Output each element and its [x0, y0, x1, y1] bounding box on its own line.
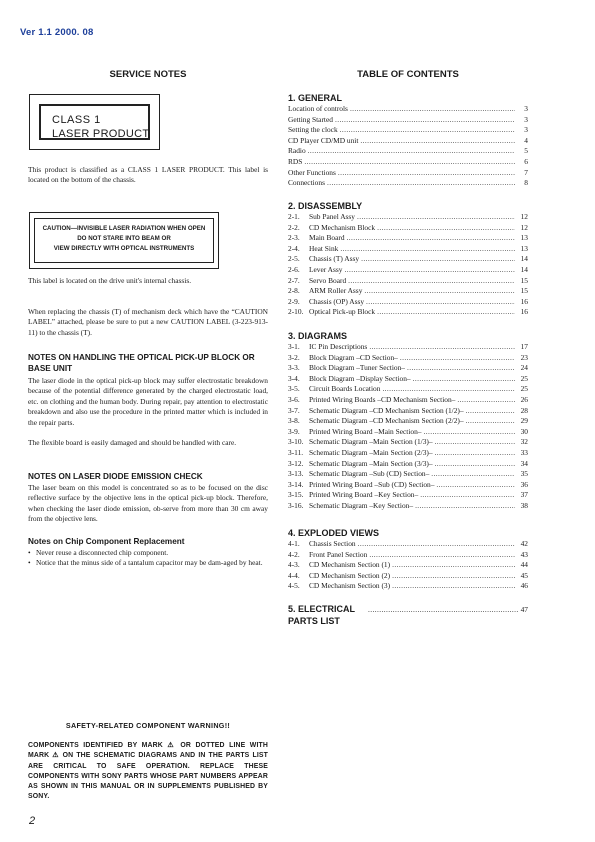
toc-page-number: 5 — [524, 146, 528, 156]
chip-bullet-text: Notice that the minus side of a tantalum capacitor may be dam-aged by heat. — [36, 558, 263, 568]
toc-page-number: 13 — [520, 233, 528, 243]
toc-page-number: 42 — [520, 539, 528, 548]
toc-entry[interactable] — [288, 307, 528, 318]
toc-entry-label: Chassis (T) Assy — [309, 254, 360, 264]
toc-entry[interactable] — [288, 480, 528, 491]
handling-text-1: The laser diode in the optical pick-up block may suffer electrostatic breakdown because of the potential difference generated by the charged electrostatic load, etc. on clothing and the human body. During repair, pay attention to electrostatic breakdown and also use the procedure in the printed matter which is included in the repair parts. — [28, 376, 268, 427]
toc-page-number: 14 — [520, 254, 528, 264]
toc-entry-label: Chassis (OP) Assy — [309, 296, 365, 306]
toc-entry-number: 2-4. — [288, 243, 300, 253]
toc-entry-number: 3-2. — [288, 352, 300, 362]
toc-entry-number: 3-12. — [288, 458, 304, 468]
toc-entry-number: 4-1. — [288, 539, 300, 548]
toc-page-number: 36 — [520, 479, 528, 489]
toc-leader-dots — [368, 604, 519, 616]
bullet-icon: • — [28, 548, 31, 557]
toc-entry-number: 3-13. — [288, 469, 304, 479]
toc-entry-label: Schematic Diagram –Main Section (1/3)– — [309, 437, 433, 447]
toc-leader-dots — [304, 157, 515, 168]
toc-section-disassembly — [288, 200, 528, 318]
toc-entry-number: 2-7. — [288, 275, 300, 285]
toc-page-number: 34 — [520, 458, 528, 468]
toc-entry-number: 3-14. — [288, 479, 304, 489]
toc-leader-dots — [327, 178, 515, 189]
toc-entry-number: 2-2. — [288, 222, 300, 232]
toc-entry[interactable] — [288, 157, 528, 168]
toc-leader-dots — [347, 233, 515, 244]
toc-section-title: 5. ELECTRICAL PARTS LIST — [288, 604, 355, 626]
toc-page-number: 25 — [520, 373, 528, 383]
replace-text: When replacing the chassis (T) of mechanism deck which have the “CAUTION LABEL” attached, please be sure to put a new CAUTION LABEL (3-223-913-11) to the chassis (T). — [28, 307, 268, 337]
toc-entry-label: Printed Wiring Board –Main Section– — [309, 426, 422, 436]
toc-parts-entry[interactable] — [288, 603, 528, 626]
toc-page-number: 43 — [520, 549, 528, 559]
toc-leader-dots — [392, 560, 515, 571]
toc-entry-label: Schematic Diagram –CD Mechanism Section (2/2)– — [309, 416, 464, 426]
toc-leader-dots — [413, 374, 515, 385]
toc-entry-number: 2-6. — [288, 264, 300, 274]
toc-entry[interactable] — [288, 276, 528, 287]
toc-entry-number: 3-9. — [288, 426, 300, 436]
toc-entry[interactable] — [288, 265, 528, 276]
toc-entry[interactable] — [288, 581, 528, 592]
toc-leader-dots — [358, 539, 515, 550]
toc-entry-label: Schematic Diagram –Main Section (3/3)– — [309, 458, 433, 468]
toc-page-number: 44 — [520, 560, 528, 570]
toc-entry-number: 3-10. — [288, 437, 304, 447]
caution-line1: CAUTION—INVISIBLE LASER RADIATION WHEN OPEN — [42, 225, 206, 232]
toc-entry[interactable] — [288, 395, 528, 406]
toc-page-number: 29 — [520, 416, 528, 426]
toc-leader-dots — [435, 448, 515, 459]
toc-page-number: 32 — [520, 437, 528, 447]
toc-entry-number: 3-3. — [288, 363, 300, 373]
toc-page-number: 16 — [520, 307, 528, 317]
toc-leader-dots — [377, 223, 515, 234]
safety-warning-text: COMPONENTS IDENTIFIED BY MARK ⚠ OR DOTTED LINE WITH MARK ⚠ ON THE SCHEMATIC DIAGRAMS AND IN THE PARTS LIST ARE CRITICAL TO SAFE OPERATION. REPLACE THESE COMPONENTS WITH SONY PARTS WHOSE PART NUMBERS APPEAR AS SHOWN IN THIS MANUAL OR IN SUPPLEMENTS PUBLISHED BY SONY. — [28, 742, 268, 801]
toc-page-number: 3 — [524, 125, 528, 135]
toc-entry-label: Block Diagram –Tuner Section– — [309, 363, 405, 373]
toc-leader-dots — [340, 244, 515, 255]
toc-entry-label: Main Board — [309, 233, 345, 243]
toc-leader-dots — [415, 501, 515, 512]
toc-entry[interactable] — [288, 427, 528, 438]
toc-entry-label: Schematic Diagram –CD Mechanism Section (1/2)– — [309, 405, 464, 415]
toc-entry[interactable] — [288, 437, 528, 448]
toc-entry-number: 3-5. — [288, 384, 300, 394]
toc-page-number: 15 — [520, 275, 528, 285]
toc-entry[interactable] — [288, 168, 528, 179]
toc-entry[interactable] — [288, 501, 528, 512]
toc-page-number: 12 — [520, 222, 528, 232]
toc-section-electrical-parts — [288, 603, 528, 626]
toc-entry[interactable] — [288, 342, 528, 353]
toc-page-number: 45 — [520, 570, 528, 580]
toc-page-number: 26 — [520, 394, 528, 404]
toc-entry-number: 4-5. — [288, 581, 300, 591]
toc-entry[interactable] — [288, 459, 528, 470]
toc-entry-label: Heat Sink — [309, 243, 339, 253]
toc-entry[interactable] — [288, 297, 528, 308]
toc-entry-label: CD Mechanism Block — [309, 222, 376, 232]
toc-entry-number: 4-2. — [288, 549, 300, 559]
toc-entry-label: Servo Board — [309, 275, 347, 285]
toc-entry[interactable] — [288, 115, 528, 126]
toc-page-number: 3 — [524, 114, 528, 124]
toc-entry[interactable] — [288, 384, 528, 395]
toc-entry-label: Sub Panel Assy — [309, 212, 355, 221]
caution-label — [29, 212, 219, 269]
toc-page-number: 6 — [524, 156, 528, 166]
caution-line2: DO NOT STARE INTO BEAM OR — [77, 235, 171, 242]
class-label-line1: CLASS 1 — [52, 114, 101, 126]
toc-leader-dots — [435, 459, 515, 470]
toc-leader-dots — [366, 297, 515, 308]
toc-entry[interactable] — [288, 233, 528, 244]
toc-entry-number: 3-16. — [288, 500, 304, 510]
toc-leader-dots — [308, 146, 515, 157]
toc-entry-number: 3-11. — [288, 447, 304, 457]
toc-entry-list — [288, 104, 528, 189]
toc-entry-number: 2-10. — [288, 307, 304, 317]
toc-page-number: 30 — [520, 426, 528, 436]
toc-leader-dots — [457, 395, 515, 406]
toc-page-number: 37 — [520, 490, 528, 500]
toc-page-number: 12 — [520, 212, 528, 221]
caution-text: This label is located on the drive unit's internal chassis. — [28, 276, 192, 285]
chip-bullet-text: Never reuse a disconnected chip component. — [36, 548, 169, 557]
toc-page-number: 23 — [520, 352, 528, 362]
bullet-icon: • — [28, 558, 31, 568]
toc-page-number: 8 — [524, 178, 528, 188]
handling-heading: NOTES ON HANDLING THE OPTICAL PICK-UP BLOCK OR BASE UNIT — [28, 353, 255, 373]
toc-leader-dots — [420, 490, 515, 501]
toc-section-general — [288, 92, 528, 189]
toc-leader-dots — [350, 104, 515, 115]
toc-entry-label: IC Pin Descriptions — [309, 342, 368, 351]
toc-leader-dots — [335, 115, 515, 126]
toc-entry-label: Radio — [288, 146, 306, 156]
toc-entry[interactable] — [288, 363, 528, 374]
toc-leader-dots — [407, 363, 515, 374]
toc-entry-number: 4-4. — [288, 570, 300, 580]
toc-page-number: 4 — [524, 135, 528, 145]
toc-leader-dots — [382, 384, 515, 395]
toc-entry-list — [288, 212, 528, 318]
toc-entry-number: 3-6. — [288, 394, 300, 404]
toc-page-number: 17 — [520, 342, 528, 351]
toc-entry-number: 2-3. — [288, 233, 300, 243]
toc-page-number: 13 — [520, 243, 528, 253]
toc-section-title: 3. DIAGRAMS — [288, 331, 348, 341]
toc-leader-dots — [360, 136, 515, 147]
toc-entry-label: CD Mechanism Section (3) — [309, 581, 391, 591]
toc-entry-number: 3-7. — [288, 405, 300, 415]
toc-entry-label: Schematic Diagram –Main Section (2/3)– — [309, 447, 433, 457]
toc-leader-dots — [369, 550, 515, 561]
toc-entry-number: 3-15. — [288, 490, 304, 500]
toc-page-number: 15 — [520, 286, 528, 296]
toc-entry-label: Schematic Diagram –Key Section– — [309, 500, 414, 510]
toc-section-title: 1. GENERAL — [288, 93, 343, 103]
toc-leader-dots — [348, 276, 515, 287]
toc-entry[interactable] — [288, 353, 528, 364]
toc-leader-dots — [466, 406, 515, 417]
toc-entry-label: Lever Assy — [309, 264, 343, 274]
toc-section-exploded-views — [288, 527, 528, 592]
toc-entry[interactable] — [288, 416, 528, 427]
toc-entry-label: CD Mechanism Section (2) — [309, 570, 391, 580]
toc-leader-dots — [340, 125, 515, 136]
emission-text: The laser beam on this model is concentrated so as to be focused on the disc reflective surface by the objective lens in the optical pick-up block. Therefore, when checking the laser diode emission, ob-serve from more than 30 cm away from the objective lens. — [28, 483, 268, 524]
toc-entry[interactable] — [288, 223, 528, 234]
toc-leader-dots — [400, 353, 515, 364]
toc-entry-number: 4-3. — [288, 560, 300, 570]
toc-entry[interactable] — [288, 136, 528, 147]
toc-entry-list — [288, 539, 528, 592]
toc-entry-list — [288, 342, 528, 512]
toc-page-number: 28 — [520, 405, 528, 415]
caution-line3: VIEW DIRECTLY WITH OPTICAL INSTRUMENTS — [53, 245, 195, 252]
toc-entry[interactable] — [288, 374, 528, 385]
class-label-line2: LASER PRODUCT — [52, 128, 150, 140]
toc-entry-label: RDS — [288, 156, 303, 166]
toc-leader-dots — [435, 437, 515, 448]
toc-entry-label: Setting the clock — [288, 125, 338, 135]
toc-section-diagrams — [288, 330, 528, 512]
emission-heading: NOTES ON LASER DIODE EMISSION CHECK — [28, 472, 203, 481]
toc-section-title: 2. DISASSEMBLY — [288, 201, 363, 211]
service-notes-heading: SERVICE NOTES — [109, 69, 187, 80]
toc-entry[interactable] — [288, 448, 528, 459]
toc-entry[interactable] — [288, 539, 528, 550]
toc-entry[interactable] — [288, 550, 528, 561]
toc-leader-dots — [392, 571, 515, 582]
toc-entry-label: CD Player CD/MD unit — [288, 135, 359, 145]
toc-entry-label: Printed Wiring Board –Key Section– — [309, 490, 419, 500]
toc-entry[interactable] — [288, 571, 528, 582]
toc-entry[interactable] — [288, 146, 528, 157]
chip-bullet-item — [28, 548, 268, 558]
toc-leader-dots — [436, 480, 515, 491]
toc-entry-label: Location of controls — [288, 104, 348, 113]
toc-entry-label: ARM Roller Assy — [309, 286, 363, 296]
toc-leader-dots — [344, 265, 515, 276]
toc-entry[interactable] — [288, 286, 528, 297]
toc-entry[interactable] — [288, 125, 528, 136]
toc-leader-dots — [369, 342, 515, 353]
toc-leader-dots — [423, 427, 515, 438]
toc-leader-dots — [338, 168, 515, 179]
toc-leader-dots — [357, 212, 515, 223]
toc-entry[interactable] — [288, 104, 528, 115]
page-number: 2 — [29, 815, 36, 827]
toc-entry[interactable] — [288, 490, 528, 501]
toc-entry-label: Chassis Section — [309, 539, 356, 548]
toc-page-number: 7 — [524, 167, 528, 177]
toc-entry-label: CD Mechanism Section (1) — [309, 560, 391, 570]
toc-page-number: 16 — [520, 296, 528, 306]
toc-entry-label: Connections — [288, 178, 325, 188]
toc-page-number: 38 — [520, 500, 528, 510]
toc-entry-number: 2-9. — [288, 296, 300, 306]
toc-entry[interactable] — [288, 212, 528, 223]
class-1-laser-label — [29, 94, 160, 150]
toc-entry-number: 3-8. — [288, 416, 300, 426]
toc-page-number: 46 — [520, 581, 528, 591]
toc-entry[interactable] — [288, 406, 528, 417]
toc-entry-label: Block Diagram –CD Section– — [309, 352, 398, 362]
toc-entry-label: Circuit Boards Location — [309, 384, 381, 394]
toc-page-number: 3 — [524, 104, 528, 113]
toc-entry[interactable] — [288, 178, 528, 189]
toc-page-number: 33 — [520, 447, 528, 457]
toc-entry-label: Getting Started — [288, 114, 333, 124]
toc-entry-number: 2-8. — [288, 286, 300, 296]
toc-entry-number: 2-1. — [288, 212, 300, 221]
toc-heading: TABLE OF CONTENTS — [357, 69, 459, 80]
toc-entry-label: Front Panel Section — [309, 549, 368, 559]
toc-entry-number: 3-1. — [288, 342, 300, 351]
safety-warning-title: SAFETY-RELATED COMPONENT WARNING!! — [65, 721, 231, 730]
toc-page-number: 47 — [520, 605, 528, 614]
class-text: This product is classified as a CLASS 1 LASER PRODUCT. This label is located on the bottom of the chassis. — [28, 165, 268, 185]
toc-page-number: 25 — [520, 384, 528, 394]
chip-bullet-list — [28, 548, 268, 569]
version-label: Ver 1.1 2000. 08 — [20, 27, 94, 38]
toc-entry-number: 3-4. — [288, 373, 300, 383]
chip-bullet-item — [28, 558, 268, 568]
toc-entry-label: Printed Wiring Board –Sub (CD) Section– — [309, 479, 435, 489]
toc-page-number: 24 — [520, 363, 528, 373]
toc-entry[interactable] — [288, 254, 528, 265]
caution-label-text — [35, 224, 213, 254]
toc-page-number: 14 — [520, 264, 528, 274]
handling-text-2: The flexible board is easily damaged and should be handled with care. — [28, 438, 237, 447]
toc-leader-dots — [361, 254, 515, 265]
toc-entry-label: Optical Pick-up Block — [309, 307, 376, 317]
toc-leader-dots — [466, 416, 515, 427]
toc-section-title: 4. EXPLODED VIEWS — [288, 528, 380, 538]
toc-entry[interactable] — [288, 244, 528, 255]
toc-entry-label: Block Diagram –Display Section– — [309, 373, 411, 383]
toc-entry[interactable] — [288, 469, 528, 480]
toc-leader-dots — [431, 469, 515, 480]
toc-leader-dots — [392, 581, 515, 592]
toc-leader-dots — [377, 307, 515, 318]
toc-entry-label: Other Functions — [288, 167, 336, 177]
toc-entry[interactable] — [288, 560, 528, 571]
toc-leader-dots — [364, 286, 515, 297]
chip-heading: Notes on Chip Component Replacement — [28, 537, 185, 546]
toc-entry-label: Printed Wiring Boards –CD Mechanism Section– — [309, 394, 456, 404]
toc-page-number: 35 — [520, 469, 528, 479]
toc-entry-number: 2-5. — [288, 254, 300, 264]
toc-entry-label: Schematic Diagram –Sub (CD) Section– — [309, 469, 430, 479]
